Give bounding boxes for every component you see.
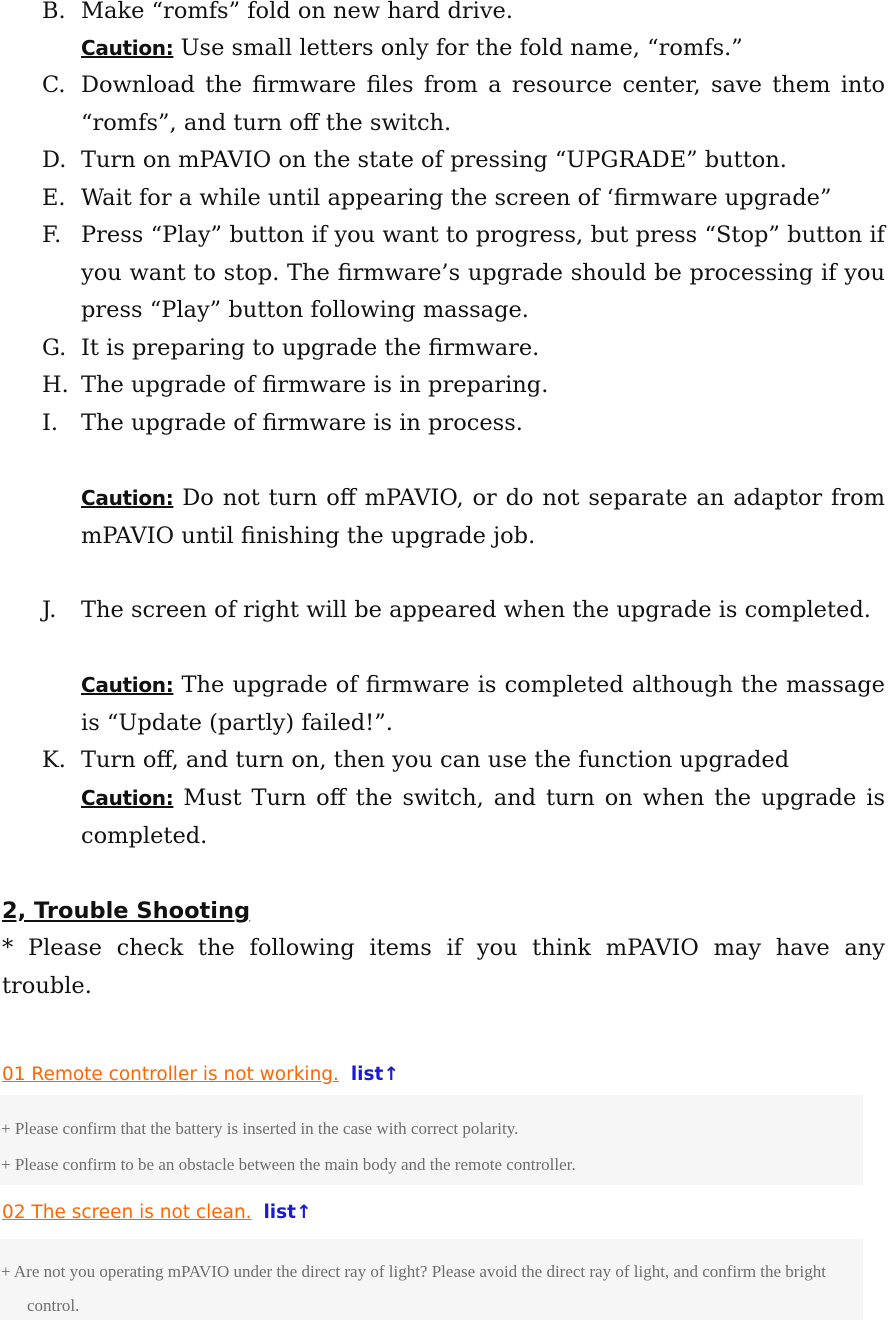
step-text: The upgrade of firmware is in process.: [81, 410, 523, 436]
caution-j: [81, 667, 885, 742]
faq-answer: + Please confirm that the battery is inserted in the case with correct polarity.: [1, 1119, 519, 1138]
step-letter: F.: [42, 222, 62, 248]
faq-item-1-answers: [0, 1095, 863, 1185]
step-letter: E.: [42, 185, 66, 211]
caution-b: [81, 30, 885, 68]
step-text: Turn off, and turn on, then you can use the function upgraded: [81, 747, 790, 773]
step-text: Make “romfs” fold on new hard drive.: [81, 0, 514, 24]
section-intro: * Please check the following items if you think mPAVIO may have any trouble.: [2, 935, 885, 999]
caution-label: Caution:: [81, 786, 174, 810]
step-text: Wait for a while until appearing the screen of ‘firmware upgrade”: [81, 185, 832, 211]
caution-i: [81, 480, 885, 555]
step-letter: G.: [42, 335, 67, 361]
caution-text: Use small letters only for the fold name, “romfs.”: [180, 35, 743, 61]
caution-text: The upgrade of firmware is completed although the massage is “Update (partly) failed!”.: [81, 672, 885, 736]
step-text: It is preparing to upgrade the firmware.: [81, 335, 540, 361]
faq-question-link[interactable]: 01 Remote controller is not working.: [2, 1064, 339, 1085]
faq-item-2-title: [2, 1200, 312, 1226]
list-top-link[interactable]: list↑: [263, 1202, 312, 1223]
caution-k: [81, 780, 885, 855]
caution-label: Caution:: [81, 486, 174, 510]
step-text: Turn on mPAVIO on the state of pressing “UPGRADE” button.: [81, 147, 787, 173]
step-text: The screen of right will be appeared when the upgrade is completed.: [81, 597, 871, 623]
step-text: Press “Play” button if you want to progress, but press “Stop” button if you want to stop. The firmware’s upgrade should be processing if you press “Play” button following massage.: [81, 222, 885, 323]
step-letter: K.: [42, 747, 66, 773]
step-letter: H.: [42, 372, 69, 398]
step-letter: D.: [42, 147, 67, 173]
section-title: 2, Trouble Shooting: [2, 898, 251, 924]
step-letter: B.: [42, 0, 66, 24]
step-letter: J.: [42, 597, 57, 623]
caution-text: Must Turn off the switch, and turn on when the upgrade is completed.: [81, 785, 885, 849]
caution-text: Do not turn off mPAVIO, or do not separate an adaptor from mPAVIO until finishing the upgrade job.: [81, 485, 885, 549]
step-letter: I.: [42, 410, 59, 436]
caution-label: Caution:: [81, 673, 174, 697]
faq-answer: + Are not you operating mPAVIO under the direct ray of light? Please avoid the direct ray of light, and confirm the bright control.: [1, 1262, 826, 1315]
faq-question-link[interactable]: 02 The screen is not clean.: [2, 1202, 252, 1223]
step-letter: C.: [42, 72, 66, 98]
step-text: Download the firmware files from a resource center, save them into “romfs”, and turn off the switch.: [81, 72, 885, 136]
faq-item-2-answers: [0, 1239, 863, 1320]
step-text: The upgrade of firmware is in preparing.: [81, 372, 549, 398]
faq-item-1-title: [2, 1062, 399, 1088]
caution-label: Caution:: [81, 36, 174, 60]
list-top-link[interactable]: list↑: [350, 1064, 399, 1085]
faq-answer: + Please confirm to be an obstacle between the main body and the remote controller.: [1, 1155, 576, 1174]
